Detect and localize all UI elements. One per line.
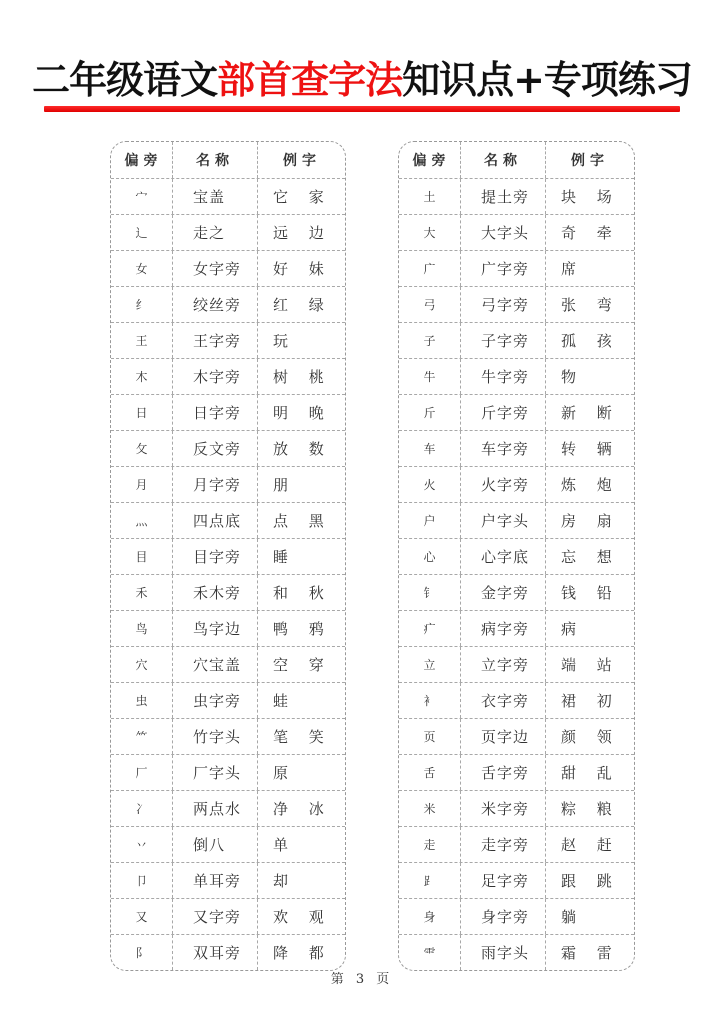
name-cell: 火字旁 (461, 467, 546, 502)
name-cell: 双耳旁 (173, 935, 258, 970)
name-cell: 米字旁 (461, 791, 546, 826)
table-row (111, 682, 345, 718)
table-row (399, 358, 634, 394)
header-examples: 例字 (283, 153, 321, 169)
table-row (399, 466, 634, 502)
table-row (111, 322, 345, 358)
radical-cell: 穴 (111, 647, 173, 682)
table-row (111, 214, 345, 250)
table-row (111, 286, 345, 322)
examples-cell: 张 弯 (561, 296, 620, 314)
name-cell: 子字旁 (461, 323, 546, 358)
header-name: 名称 (173, 142, 258, 178)
radical-cell: 户 (399, 503, 461, 538)
table-row (111, 754, 345, 790)
name-cell: 日字旁 (173, 395, 258, 430)
examples-cell: 跟 跳 (561, 872, 620, 890)
table-row (399, 610, 634, 646)
examples-cell: 降 都 (273, 944, 332, 962)
page-number: 第 3 页 (330, 972, 394, 987)
table-row (399, 214, 634, 250)
examples-cell: 炼 炮 (561, 476, 620, 494)
radical-cell: 身 (399, 899, 461, 934)
name-cell: 两点水 (173, 791, 258, 826)
name-cell: 车字旁 (461, 431, 546, 466)
table-row (111, 430, 345, 466)
table-row (399, 718, 634, 754)
name-cell: 厂字头 (173, 755, 258, 790)
radical-cell: 月 (111, 467, 173, 502)
table-row (399, 754, 634, 790)
radical-cell: 钅 (399, 575, 461, 610)
examples-cell: 钱 铅 (561, 584, 620, 602)
header-radical: 偏旁 (399, 142, 461, 178)
radical-cell: 纟 (111, 287, 173, 322)
examples-cell: 欢 观 (273, 908, 332, 926)
radical-table-left (110, 141, 346, 971)
examples-cell: 甜 乱 (561, 764, 620, 782)
examples-cell: 单 (273, 836, 297, 854)
table-row (399, 250, 634, 286)
radical-cell: 牛 (399, 359, 461, 394)
radical-cell: 目 (111, 539, 173, 574)
radical-cell: 火 (399, 467, 461, 502)
examples-cell: 玩 (273, 332, 297, 350)
examples-cell: 它 家 (273, 188, 332, 206)
name-cell: 单耳旁 (173, 863, 258, 898)
examples-cell: 霜 雷 (561, 944, 620, 962)
examples-cell: 鸭 鸦 (273, 620, 332, 638)
table-row (399, 682, 634, 718)
title-part-2: 知识点+专项练习 (402, 58, 692, 102)
examples-cell: 席 (561, 260, 585, 278)
examples-cell: 新 断 (561, 404, 620, 422)
table-row (399, 862, 634, 898)
radical-cell: 阝 (111, 935, 173, 970)
table-row (399, 934, 634, 970)
examples-cell: 净 冰 (273, 800, 332, 818)
radical-cell: 鸟 (111, 611, 173, 646)
table-row (111, 502, 345, 538)
examples-cell: 树 桃 (273, 368, 332, 386)
radical-table-right (398, 141, 635, 971)
radical-cell: 心 (399, 539, 461, 574)
radical-cell: 车 (399, 431, 461, 466)
radical-cell: ⺮ (111, 719, 173, 754)
table-row (399, 178, 634, 214)
radical-cell: 子 (399, 323, 461, 358)
name-cell: 走字旁 (461, 827, 546, 862)
examples-cell: 蛙 (273, 692, 297, 710)
name-cell: 虫字旁 (173, 683, 258, 718)
name-cell: 牛字旁 (461, 359, 546, 394)
radical-cell: 立 (399, 647, 461, 682)
table-row (399, 394, 634, 430)
examples-cell: 端 站 (561, 656, 620, 674)
examples-cell: 颜 领 (561, 728, 620, 746)
name-cell: 病字旁 (461, 611, 546, 646)
radical-cell: 宀 (111, 179, 173, 214)
examples-cell: 点 黑 (273, 512, 332, 530)
table-row (399, 574, 634, 610)
radical-cell: ⻗ (399, 935, 461, 970)
table-row (399, 322, 634, 358)
examples-cell: 明 晚 (273, 404, 332, 422)
table-row (399, 286, 634, 322)
radical-cell: 灬 (111, 503, 173, 538)
radical-cell: 衤 (399, 683, 461, 718)
radical-cell: 斤 (399, 395, 461, 430)
table-row (111, 358, 345, 394)
examples-cell: 朋 (273, 476, 297, 494)
radical-cell: 卩 (111, 863, 173, 898)
table-header-row (111, 142, 345, 178)
examples-cell: 空 穿 (273, 656, 332, 674)
examples-cell: 笔 笑 (273, 728, 332, 746)
radical-cell: 米 (399, 791, 461, 826)
table-row (111, 790, 345, 826)
name-cell: 广字旁 (461, 251, 546, 286)
examples-cell: 块 场 (561, 188, 620, 206)
name-cell: 提土旁 (461, 179, 546, 214)
name-cell: 穴宝盖 (173, 647, 258, 682)
examples-cell: 赵 赶 (561, 836, 620, 854)
radical-cell: 走 (399, 827, 461, 862)
name-cell: 衣字旁 (461, 683, 546, 718)
title-highlight: 部首查字法 (217, 58, 403, 102)
examples-cell: 红 绿 (273, 296, 332, 314)
examples-cell: 原 (273, 764, 297, 782)
name-cell: 足字旁 (461, 863, 546, 898)
examples-cell: 却 (273, 872, 297, 890)
examples-cell: 好 妹 (273, 260, 332, 278)
table-row (111, 394, 345, 430)
name-cell: 走之 (173, 215, 258, 250)
radical-cell: 女 (111, 251, 173, 286)
title-part-1: 二年级语文 (32, 58, 218, 102)
radical-cell: 大 (399, 215, 461, 250)
radical-cell: 攵 (111, 431, 173, 466)
table-row (111, 250, 345, 286)
name-cell: 鸟字边 (173, 611, 258, 646)
table-row (111, 862, 345, 898)
examples-cell: 躺 (561, 908, 585, 926)
table-row (111, 574, 345, 610)
header-name: 名称 (461, 142, 546, 178)
header-radical: 偏旁 (111, 142, 173, 178)
table-row (111, 934, 345, 970)
radical-cell: ⻊ (399, 863, 461, 898)
table-row (111, 538, 345, 574)
examples-cell: 房 扇 (561, 512, 620, 530)
examples-cell: 孤 孩 (561, 332, 620, 350)
table-row (399, 898, 634, 934)
examples-cell: 裙 初 (561, 692, 620, 710)
table-row (111, 610, 345, 646)
radical-cell: 王 (111, 323, 173, 358)
radical-cell: 又 (111, 899, 173, 934)
examples-cell: 睡 (273, 548, 297, 566)
name-cell: 身字旁 (461, 899, 546, 934)
name-cell: 禾木旁 (173, 575, 258, 610)
name-cell: 王字旁 (173, 323, 258, 358)
radical-cell: 辶 (111, 215, 173, 250)
examples-cell: 放 数 (273, 440, 332, 458)
radical-cell: 广 (399, 251, 461, 286)
name-cell: 斤字旁 (461, 395, 546, 430)
name-cell: 舌字旁 (461, 755, 546, 790)
name-cell: 心字底 (461, 539, 546, 574)
examples-cell: 物 (561, 368, 585, 386)
table-row (399, 646, 634, 682)
name-cell: 又字旁 (173, 899, 258, 934)
radical-cell: 禾 (111, 575, 173, 610)
name-cell: 弓字旁 (461, 287, 546, 322)
table-row (399, 538, 634, 574)
name-cell: 木字旁 (173, 359, 258, 394)
name-cell: 反文旁 (173, 431, 258, 466)
radical-cell: 弓 (399, 287, 461, 322)
table-row (111, 178, 345, 214)
table-row (399, 430, 634, 466)
header-examples: 例字 (571, 153, 609, 169)
name-cell: 宝盖 (173, 179, 258, 214)
radical-cell: 丷 (111, 827, 173, 862)
radical-cell: 厂 (111, 755, 173, 790)
name-cell: 绞丝旁 (173, 287, 258, 322)
table-row (111, 826, 345, 862)
name-cell: 四点底 (173, 503, 258, 538)
examples-cell: 和 秋 (273, 584, 332, 602)
title-underline-bar (44, 106, 680, 112)
radical-cell: 舌 (399, 755, 461, 790)
radical-cell: 日 (111, 395, 173, 430)
name-cell: 页字边 (461, 719, 546, 754)
name-cell: 雨字头 (461, 935, 546, 970)
examples-cell: 远 边 (273, 224, 332, 242)
name-cell: 女字旁 (173, 251, 258, 286)
examples-cell: 病 (561, 620, 585, 638)
table-row (399, 502, 634, 538)
radical-cell: 木 (111, 359, 173, 394)
radical-cell: 冫 (111, 791, 173, 826)
radical-cell: 虫 (111, 683, 173, 718)
name-cell: 目字旁 (173, 539, 258, 574)
name-cell: 金字旁 (461, 575, 546, 610)
radical-cell: 页 (399, 719, 461, 754)
table-row (111, 646, 345, 682)
radical-cell: 疒 (399, 611, 461, 646)
table-row (399, 826, 634, 862)
table-header-row (399, 142, 634, 178)
examples-cell: 忘 想 (561, 548, 620, 566)
examples-cell: 粽 粮 (561, 800, 620, 818)
name-cell: 户字头 (461, 503, 546, 538)
examples-cell: 转 辆 (561, 440, 620, 458)
table-row (111, 898, 345, 934)
table-row (399, 790, 634, 826)
name-cell: 立字旁 (461, 647, 546, 682)
name-cell: 大字头 (461, 215, 546, 250)
name-cell: 竹字头 (173, 719, 258, 754)
radical-cell: 土 (399, 179, 461, 214)
examples-cell: 奇 牵 (561, 224, 620, 242)
name-cell: 月字旁 (173, 467, 258, 502)
table-row (111, 718, 345, 754)
page-title (0, 52, 724, 108)
name-cell: 倒八 (173, 827, 258, 862)
table-row (111, 466, 345, 502)
